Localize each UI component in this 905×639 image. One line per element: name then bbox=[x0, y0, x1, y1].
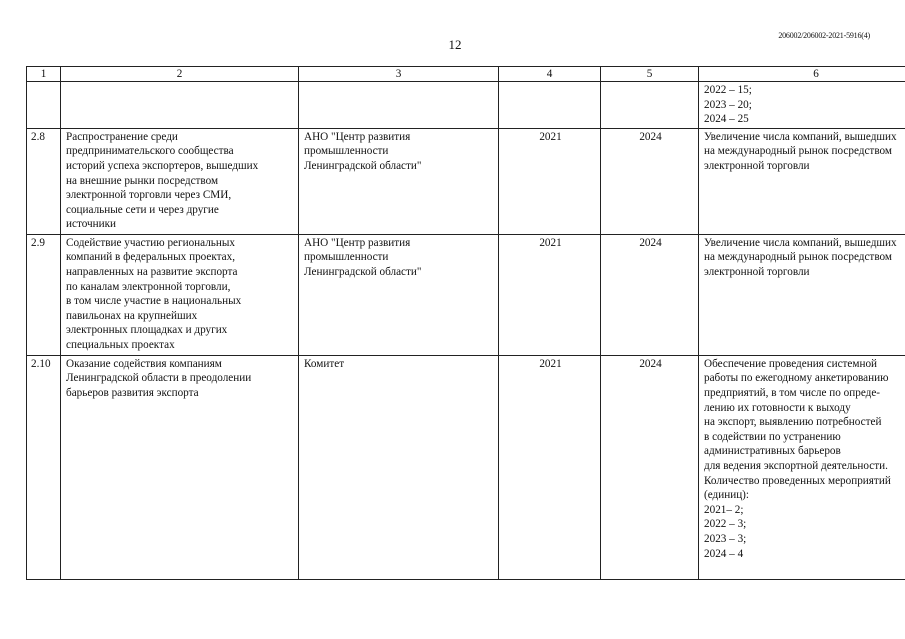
activity-cell bbox=[61, 82, 299, 129]
result-cell-line: 2022 – 3; bbox=[704, 518, 747, 531]
result-cell-line: 2022 – 15; bbox=[704, 84, 752, 96]
column-header: 2 bbox=[61, 67, 299, 82]
column-header: 4 bbox=[499, 67, 601, 82]
result-cell bbox=[699, 355, 905, 579]
start-year-cell: 2021 bbox=[499, 355, 601, 579]
result-cell-line: работы по ежегодному анкетированию bbox=[704, 372, 889, 385]
row-number: 2.8 bbox=[27, 128, 61, 234]
row-number: 2.10 bbox=[27, 355, 61, 579]
activity-cell-line: компаний в федеральных проектах, bbox=[66, 251, 236, 264]
result-cell-line: электронной торговли bbox=[704, 265, 810, 278]
executor-cell bbox=[299, 234, 499, 355]
result-cell-line: Увеличение числа компаний, вышедших bbox=[704, 130, 897, 143]
result-cell-line: на международный рынок посредством bbox=[704, 145, 892, 158]
activity-cell bbox=[61, 234, 299, 355]
result-cell-line: (единиц): bbox=[704, 489, 750, 502]
executor-cell bbox=[299, 128, 499, 234]
result-cell-line: 2023 – 3; bbox=[704, 532, 747, 545]
page-number: 12 bbox=[448, 37, 462, 52]
executor-cell-line: промышленности bbox=[304, 145, 389, 158]
result-cell bbox=[699, 234, 905, 355]
column-header: 3 bbox=[299, 67, 499, 82]
activity-cell-line: в том числе участие в национальных bbox=[66, 295, 242, 308]
activity-cell-line: направленных на развитие экспорта bbox=[66, 265, 238, 278]
row-number: 2.9 bbox=[27, 234, 61, 355]
activity-cell-line: на внешние рынки посредством bbox=[66, 174, 219, 187]
executor-cell-line: Ленинградской области" bbox=[304, 265, 422, 278]
start-year-cell: 2021 bbox=[499, 234, 601, 355]
result-cell-line: Увеличение числа компаний, вышедших bbox=[704, 236, 897, 249]
executor-cell-line: АНО "Центр развития bbox=[304, 130, 411, 143]
activity-cell-line: историй успеха экспортеров, вышедших bbox=[66, 159, 259, 172]
activity-cell-line: электронных площадках и других bbox=[66, 324, 228, 337]
activity-cell bbox=[61, 128, 299, 234]
end-year-cell bbox=[601, 82, 699, 129]
activity-cell-line: по каналам электронной торговли, bbox=[66, 280, 231, 293]
executor-cell-line: АНО "Центр развития bbox=[304, 236, 411, 249]
result-cell bbox=[699, 128, 905, 234]
activity-cell-line: Распространение среди bbox=[66, 130, 178, 143]
result-cell-line: на экспорт, выявлению потребностей bbox=[704, 416, 882, 429]
executor-cell bbox=[299, 355, 499, 579]
table-row bbox=[27, 128, 905, 234]
executor-cell-line: Комитет bbox=[304, 357, 345, 370]
table-header-row bbox=[27, 67, 905, 82]
column-header: 1 bbox=[27, 67, 61, 82]
table-row bbox=[27, 234, 905, 355]
end-year-cell: 2024 bbox=[601, 355, 699, 579]
end-year-cell: 2024 bbox=[601, 128, 699, 234]
result-cell-line: в содействии по устранению bbox=[704, 430, 841, 443]
executor-cell-line: промышленности bbox=[304, 251, 389, 264]
executor-cell-line: Ленинградской области" bbox=[304, 159, 422, 172]
result-cell-line: Количество проведенных мероприятий bbox=[704, 474, 891, 487]
result-cell bbox=[699, 82, 905, 129]
result-cell-line: электронной торговли bbox=[704, 159, 810, 172]
result-cell-line: для ведения экспортной деятельности. bbox=[704, 459, 888, 472]
result-cell-line: 2024 – 4 bbox=[704, 547, 744, 560]
activity-cell-line: источники bbox=[66, 218, 117, 231]
activity-cell-line: Ленинградской области в преодолении bbox=[66, 372, 252, 385]
activity-cell-line: электронной торговли через СМИ, bbox=[66, 189, 232, 202]
result-cell-line: лению их готовности к выходу bbox=[704, 401, 851, 414]
activity-cell-line: Содействие участию региональных bbox=[66, 236, 236, 249]
result-cell-line: предприятий, в том числе по опреде- bbox=[704, 386, 881, 399]
activity-cell-line: социальные сети и через другие bbox=[66, 203, 219, 216]
table-row bbox=[27, 355, 905, 579]
result-cell-line: 2021– 2; bbox=[704, 503, 744, 516]
result-cell-line: административных барьеров bbox=[704, 445, 841, 458]
activity-cell-line: специальных проектах bbox=[66, 338, 175, 351]
plan-table bbox=[26, 66, 905, 580]
start-year-cell: 2021 bbox=[499, 128, 601, 234]
activity-cell-line: предпринимательского сообщества bbox=[66, 145, 234, 158]
start-year-cell bbox=[499, 82, 601, 129]
column-header: 5 bbox=[601, 67, 699, 82]
result-cell-line: Обеспечение проведения системной bbox=[704, 357, 878, 370]
activity-cell-line: павильонах на крупнейших bbox=[66, 309, 198, 322]
activity-cell-line: Оказание содействия компаниям bbox=[66, 357, 222, 370]
result-cell-line: 2024 – 25 bbox=[704, 113, 749, 126]
end-year-cell: 2024 bbox=[601, 234, 699, 355]
document-id: 206002/206002-2021-5916(4) bbox=[778, 31, 870, 40]
result-cell-line: 2023 – 20; bbox=[704, 98, 752, 111]
activity-cell bbox=[61, 355, 299, 579]
activity-cell-line: барьеров развития экспорта bbox=[66, 386, 199, 399]
column-header: 6 bbox=[699, 67, 905, 82]
row-number bbox=[27, 82, 61, 129]
table-row bbox=[27, 82, 905, 129]
executor-cell bbox=[299, 82, 499, 129]
result-cell-line: на международный рынок посредством bbox=[704, 251, 892, 264]
